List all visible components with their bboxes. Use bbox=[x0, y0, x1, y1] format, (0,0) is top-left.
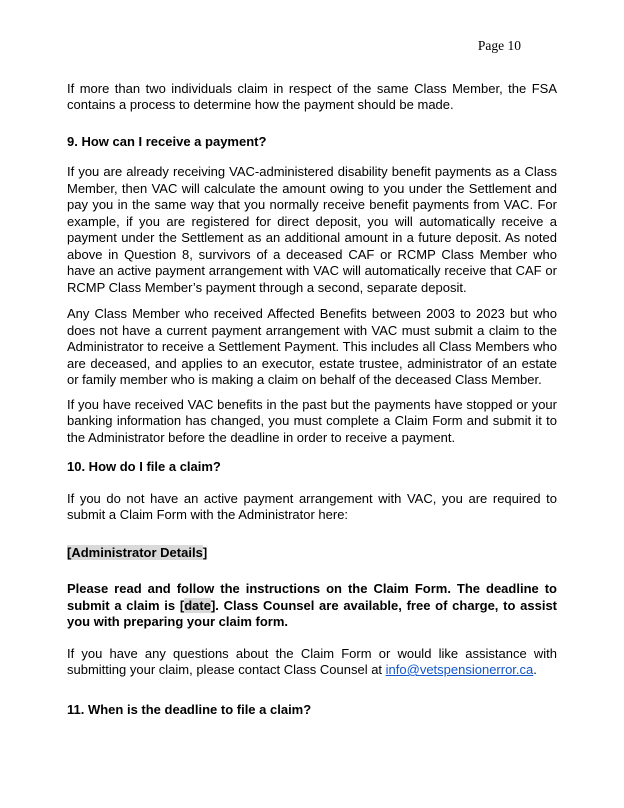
date-placeholder-highlight: date bbox=[184, 597, 211, 613]
paragraph-no-arrangement: If you do not have an active payment arrangement with VAC, you are required to submit a Claim Form with the Administrator here: bbox=[67, 490, 557, 522]
questions-text-after: . bbox=[533, 662, 537, 677]
date-open-bracket: [ bbox=[179, 597, 185, 613]
paragraph-stopped-payments: If you have received VAC benefits in the past but the payments have stopped or your banking information has changed, you must complete a Claim Form and submit it to the Administrator before the deadline in order to receive a payment. bbox=[67, 396, 557, 445]
administrator-details-close-bracket: ] bbox=[202, 544, 208, 560]
paragraph-claim-required: Any Class Member who received Affected Benefits between 2003 to 2023 but who does not have a current payment arrangement with VAC must submit a claim to the Administrator to receive a Settlement Payment. This includes all Class Members who are deceased, and applies to an executor, estate trustee, administrator of an estate or family member who is making a claim on behalf of the deceased Class Member. bbox=[67, 306, 557, 387]
class-counsel-email-link[interactable]: info@vetspensionerror.ca bbox=[385, 662, 534, 677]
paragraph-payment-method: If you are already receiving VAC-administered disability benefit payments as a Class Member, then VAC will calculate the amount owing to you under the Settlement and pay you in the same way that you normally receive benefit payments from VAC. For example, if you are registered for direct deposit, you will automatically receive a payment under the Settlement as an additional amount in a future deposit. As noted above in Question 8, survivors of a deceased CAF or RCMP Class Member who have an active payment arrangement with VAC will automatically receive that CAF or RCMP Class Member’s payment through a second, separate deposit. bbox=[67, 164, 557, 295]
administrator-details-highlight: [Administrator Details bbox=[67, 544, 203, 560]
heading-question-10: 10. How do I file a claim? bbox=[67, 459, 221, 474]
heading-question-9: 9. How can I receive a payment? bbox=[67, 133, 267, 149]
paragraph-claims-process: If more than two individuals claim in respect of the same Class Member, the FSA contains a process to determine how the payment should be made. bbox=[67, 80, 557, 112]
heading-question-11: 11. When is the deadline to file a claim? bbox=[67, 701, 312, 717]
claim-instructions-text-after: . Class Counsel are available, free of charge, to assist you with preparing your claim form. bbox=[67, 597, 558, 629]
paragraph-questions-contact bbox=[67, 646, 557, 679]
page-number: Page 10 bbox=[477, 38, 521, 53]
questions-text-before: If you have any questions about the Claim Form or would like assistance with submitting your claim, please contact Class Counsel at bbox=[67, 645, 557, 677]
claim-instructions-text-before: Please read and follow the instructions on the Claim Form. The deadline to submit a claim is bbox=[67, 581, 557, 613]
date-close-bracket: ] bbox=[210, 597, 216, 613]
paragraph-claim-instructions bbox=[67, 581, 557, 631]
administrator-details-placeholder bbox=[67, 545, 557, 562]
